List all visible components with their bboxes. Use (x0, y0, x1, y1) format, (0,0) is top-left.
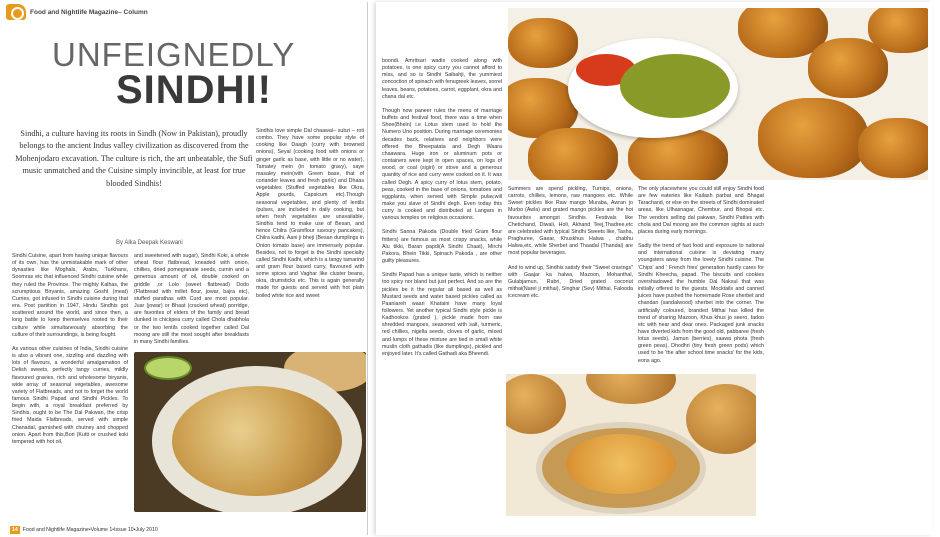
page-footer (10, 526, 158, 534)
pakwan-shape (506, 374, 566, 434)
intro-paragraph: Sindhi, a culture having its roots in Sindh (Now in Pakistan), proudly belongs to the ancient Indus valley civilization as discovered from the Mohenjodaro excavation. The culture is rich, the art unbeatable, the Sufi music unmatched and the Cuisine simply invincible, at least for true blooded Sindhis! (15, 129, 253, 188)
paragraph: As various other cuisines of India, Sindhi cuisine is also a vibrant one, sizzling and dazzling with lots of flavours, a wonderful amalgamation of Delish sweets, perfectly tangy curries, mildly flavoured gravies, rich and wholesome biryanis, wide array of seasonal vegetables, awesome variety of Flatbreads, and not to forget the world famous Sindhi Papad and Sindhi Pickles. To begin with, a royal breakfast preferred by Sindhis, ought to be The Dal Pakwan, the crisp fried Maida Flatbreads, served with simple Chanadal, garnished with chutney and chopped onion. Apart from this,Bori (Kutti or crushed koki tempered with hot oil, (12, 345, 128, 445)
paragraph: and sweetened with sugar), Sindhi Koki, a whole wheat flour flatbread, kneaded with onion, chillies, dried pomegranate seeds, cumin and a generous amount of oil, double cooked on griddle ,or Lolo (sweet flatbread) Dodo (Flatbread with millet flour, jowar, bajra etc), stuffed parathas with Curd are most popular. Juar (jowar) or Bhaat (cracked wheat) porridge, are favorites of elders of the family and bread dunked in chickpea curry called Chola dhabhola or the two lentils cooked together called Dal moong are still the most sought after breakfasts in many Sindhi families. (134, 253, 249, 345)
fritter-shape (758, 98, 868, 178)
header-label: Food and Nightlife Magazine– Column (30, 8, 148, 16)
right-column-3 (638, 186, 764, 534)
pakora-chutney-photo (508, 8, 928, 180)
byline: By Alka Deepak Keswani (116, 240, 183, 246)
paragraph: Sindhi Sanna Pakoda (Double fried Gram flour fritters) are famous as most crispy snacks, while Alu tikki, Baran papdi(A Sindhi Chaat), Mirchi Pakora, Bhein Tikki, Spinach Pakoda , are other guilty pleasures. (382, 229, 502, 265)
magazine-logo-icon (6, 4, 26, 20)
right-column-1 (382, 58, 502, 534)
left-column-3 (256, 128, 364, 346)
fritter-shape (528, 128, 618, 180)
paragraph: Though now paneer rules the menu of marriage buffets and festival food, there was a time when Shee(Bhein) i.e Lotus stem used to hold the Numero Uno position. During marriage ceremonies decades back, relatives and neighbors were offered the Bheepatata and Degh Waara chaawara. Huge iron or aluminum pots or containers were kept in open spaces, on logs of wood, or coal (sigiri) or stove and a generous quantity of rice and curry were cooked on it. It was called Degh. A spicy curry of lotus stem, potato, peas, cooked in the base of onions, tomatoes and eggplants, when served with Simple pulav,will make you slave of Sindhi degh. Even today this curry is cooked and distributed at Langars in various temples on religious occasions. (382, 107, 502, 222)
page-number: 14 (12, 527, 18, 533)
fritter-shape (868, 8, 928, 53)
paragraph: Sindhi Cuisine, apart from having unique flavours of its own, has the unmistakable mark of other dynasties like Moghals, Arabs, Turkhans, Soomras etc that influenced Sindhi cuisine while they ruled the Province. The mighty Kalhas, the scrumptious Biryanis, amazing Gosht (meat) Curries, got infused in Sindhi cuisine during that era. Post partition in 1947, Hindu Sindhis got scattered around the world, and since then, a long battle to keep themselves rooted to their culture while simultaneously absorbing the culture of their surroundings, is being fought. (12, 253, 128, 338)
paragraph: Sindhis love simple Dal chaawal– subzi – roti combo. They have some popular style of cooking like Daagh (curry with browned onions), Seyal (cooking food with onions or ginger garlic as base, with little or no water), Tamatey mein (in tomato gravy), saye masaley mein(with Green base, that of coriander leaves and fresh garlic) and Dhaas vegetables (Stuffed vegetables like Okra, Apple gourds, Capsicum etc).Though seasonal vegetables, and plenty of lentils /pulses, are included in daily cooking, but when fresh vegetables are unavailable, Sindhis tend to make use of Besan, and hence Chilra (Gramflour savoury pancakes), Chilra kadhi, Aani ji bheji (Besan dumplings in Onion tomato base) are immensely popular. Besides, not to forget is the Sindhi specialty called Sindhi Kadhi, which is a tangy tamarind and gram flour based curry, flavoured with some spices and Vaghar like cluster beans, okra, drumsticks etc. This is again generally made for guests and served with hot plain boiled white rice and sweet (256, 128, 364, 299)
right-page (376, 2, 932, 535)
paragraph: Sadly the trend of fast food and exposure to national and international cuisine is deviating many youngsters away from the lovely Sindhi cuisine. The 'Chips' and ' French fries' generation hardly cares for Sindhi Kheecha, papad. The biscuits and cookies overshadowed the humble Dal Naksul that was initially offered to the guests. Mocktails and canned juices have pushed the homemade Rose sherbet and chandan (sandalwood) sherbet into the corner. The artificially coloured, branded Mithai has killed the trend of sharing Mazoon, Khus khus jo seero, fadoo etc with near and dear ones. Packaged junk snacks have diverted kids from the good old, pabbaree (fresh lotus seeds), Jamun (berries), saawa phota (fresh green peas), Dhodhri (tiny fresh green pods) which used to be 'the after school time snacks' for the kids, eons ago. (638, 243, 764, 364)
rice-shape (172, 386, 342, 496)
paragraph: Summers are spend pickling, Turnips, onions, carrots, chillies, lemons, raw mangoes etc. While Sweet pickles like Raw mango Muraba, Awran jo Murbo (Awla) and grated mango pickles are the hot favourites amongst Sindhis. Festivals like Chetichand, Diwali, Holi, Akhand Teej,Thadree,etc are celebrated with typical Sindhi Sweets like, Tasha, Praghuree, Gaear, Khuskhus Halwa , chabhu Halwa,etc, while Sherbet and Thaadal (Thandai) are most popular beverages. (508, 186, 633, 257)
fritter-shape (508, 18, 578, 68)
footer-text: Food and Nightlife Magazine•Volume 1•Issue 10•July 2010 (22, 527, 158, 533)
paragraph: Sindhi Papad has a unique taste, which is neither too spicy nor bland but just perfect. And so are the pickles be it the regular all based as well as Mustard seeds and water based pickles called as Paaniareh waari Khataini have many loyal followers. Yet another typical Sindhi style pickle is Kadhookos (grated ), pickle made from raw shredded mangoes, seasoned with salt, turmeric, red chillies, nigella seeds, cloves of garlic, mixed and lumps of these mixture are tied in small white muslin cloth gathadis (like dumplings), pickled and enjoyed later. It's called Gathadi aka Bheendi. (382, 272, 502, 357)
paragraph: The only placewhere you could still enjoy Sindhi food are few eateries like Kailash parbat and Bhagat Tarachand, or else on the streets of Sindhi dominated areas, like Ulhasnagar, Chembur, and Bhopal etc. The vendors selling dal pakwan, Sindhi Patties with chola and Dal moong are the common sights at such places during early mornings. (638, 186, 764, 235)
rice-dish-photo (134, 352, 366, 512)
paragraph: And to wind up, Sindhis satisfy their "Sweet cravings" with Gaajar ka halwa, Mazoon, Mohanthal, Gulabjamun, Rabri, Dried grated coconut mithai(Narel ji mithai), Singhar (Sev) Mithai, Falooda icecream etc. (508, 264, 633, 300)
left-column-1 (12, 253, 128, 453)
title-line-2: SINDHI! (116, 68, 272, 112)
left-page (4, 2, 368, 535)
page-header (6, 4, 148, 20)
cucumber-slice-shape (144, 356, 192, 380)
fritter-shape (808, 38, 888, 98)
green-chutney-shape (620, 54, 730, 118)
fritter-shape (858, 118, 928, 178)
right-column-2 (508, 186, 633, 372)
paragraph: boondi. Amritsari wadis cooked along with potatoes, is one spicy curry you cannot afford to miss, and so is Sindhi Saibahji, the yummiest concoction of spinach with fenugreek leaves, sorrel leaves, beans, potatoes, carrot, eggplant, okra and chana dal etc. (382, 58, 502, 100)
title-line-1: UNFEIGNEDLY (52, 36, 296, 73)
left-column-2 (134, 253, 249, 349)
